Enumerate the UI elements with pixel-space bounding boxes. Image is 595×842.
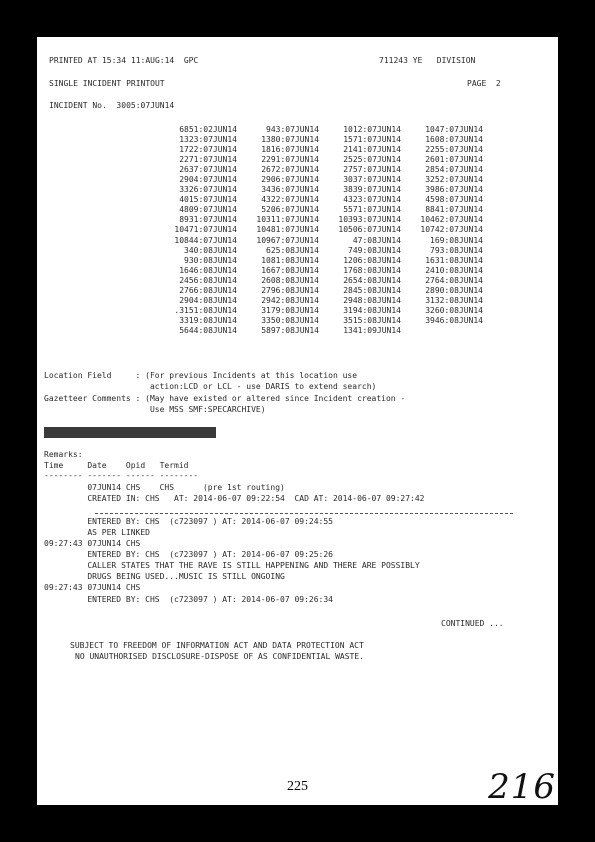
incident-ref: 930:08JUN14 — [184, 255, 237, 265]
incident-ref: 5571:07JUN14 — [343, 205, 401, 215]
table-row — [155, 125, 483, 135]
page-label: PAGE 2 — [467, 79, 501, 88]
table-row — [155, 135, 483, 145]
gazetteer-line-2: Use MSS SMF:SPECARCHIVE) — [44, 405, 266, 414]
incident-ref: 3515:08JUN14 — [343, 315, 401, 325]
remarks-underline: -------- ------- ------ -------- — [44, 471, 199, 480]
redaction-bar — [44, 427, 216, 438]
incident-ref: 2271:07JUN14 — [179, 155, 237, 165]
remark-line: CALLER STATES THAT THE RAVE IS STILL HAPPENING AND THERE ARE POSSIBLY — [44, 561, 420, 570]
incident-ref: 10742:07JUN14 — [420, 225, 483, 235]
incident-ref: 10462:07JUN14 — [420, 215, 483, 225]
document-page — [37, 37, 558, 805]
table-row — [155, 225, 483, 235]
printout-title: SINGLE INCIDENT PRINTOUT — [49, 79, 165, 88]
remark-line: ENTERED BY: CHS (c723097 ) AT: 2014-06-07 09:25:26 — [44, 550, 333, 559]
incident-ref: 3319:08JUN14 — [179, 315, 237, 325]
incident-ref: 1341:09JUN14 — [343, 325, 401, 335]
incident-ref: 8841:07JUN14 — [425, 205, 483, 215]
incident-ref: 8931:07JUN14 — [179, 215, 237, 225]
incident-ref: 1631:08JUN14 — [425, 255, 483, 265]
incident-ref: 2672:07JUN14 — [261, 165, 319, 175]
incident-ref: .3151:08JUN14 — [174, 305, 237, 315]
remark-line: 09:27:43 07JUN14 CHS — [44, 583, 141, 592]
incident-ref: 1012:07JUN14 — [343, 125, 401, 134]
incident-ref: 1047:07JUN14 — [425, 125, 483, 134]
incident-ref: 10844:07JUN14 — [174, 235, 237, 245]
incident-ref: 169:08JUN14 — [430, 235, 483, 245]
remark-line: 09:27:43 07JUN14 CHS — [44, 539, 141, 548]
incident-ref: 4015:07JUN14 — [179, 195, 237, 205]
incident-ref: 2948:08JUN14 — [343, 295, 401, 305]
incident-ref: 5897:08JUN14 — [261, 325, 319, 335]
table-row — [155, 165, 483, 175]
table-row — [155, 145, 483, 155]
table-row — [155, 266, 483, 276]
incident-ref: 1206:08JUN14 — [343, 255, 401, 265]
incident-ref: 3179:08JUN14 — [261, 305, 319, 315]
incident-ref: 10393:07JUN14 — [338, 215, 401, 225]
incident-ref: 3946:08JUN14 — [425, 315, 483, 325]
incident-ref: 625:08JUN14 — [266, 245, 319, 255]
incident-ref: 3326:07JUN14 — [179, 185, 237, 195]
incident-ref: 1323:07JUN14 — [179, 135, 237, 145]
remark-line: DRUGS BEING USED...MUSIC IS STILL ONGOING — [44, 572, 285, 581]
continued-label: CONTINUED ... — [441, 619, 504, 628]
incident-ref: 2757:07JUN14 — [343, 165, 401, 175]
incident-ref: 2601:07JUN14 — [425, 155, 483, 165]
incident-ref: 2845:08JUN14 — [343, 285, 401, 295]
table-row — [155, 286, 483, 296]
incident-ref: 1667:08JUN14 — [261, 265, 319, 275]
incident-ref: 2141:07JUN14 — [343, 145, 401, 155]
table-row — [155, 256, 483, 266]
printed-at: PRINTED AT 15:34 11:AUG:14 GPC — [49, 56, 199, 65]
incident-ref: 10311:07JUN14 — [256, 215, 319, 225]
table-row — [155, 175, 483, 185]
table-row — [155, 316, 483, 326]
incident-ref: 2637:07JUN14 — [179, 165, 237, 175]
incident-ref: 47:08JUN14 — [352, 235, 401, 245]
incident-ref: 2525:07JUN14 — [343, 155, 401, 165]
incident-ref: 4322:07JUN14 — [261, 195, 319, 205]
incident-ref: 2904:07JUN14 — [179, 175, 237, 185]
incident-ref: 3839:07JUN14 — [343, 185, 401, 195]
remark-line: CREATED IN: CHS AT: 2014-06-07 09:22:54 CAD AT: 2014-06-07 09:27:42 — [44, 494, 425, 503]
incident-ref: 1608:07JUN14 — [425, 135, 483, 145]
incident-ref: 10471:07JUN14 — [174, 225, 237, 235]
table-row — [155, 195, 483, 205]
incident-ref: 2942:08JUN14 — [261, 295, 319, 305]
table-row — [155, 215, 483, 225]
incident-ref: 1646:08JUN14 — [179, 265, 237, 275]
incident-ref: 1081:08JUN14 — [261, 255, 319, 265]
incident-ref: 2854:07JUN14 — [425, 165, 483, 175]
incident-ref: 2410:08JUN14 — [425, 265, 483, 275]
table-row — [155, 236, 483, 246]
division: 711243 YE DIVISION — [379, 56, 476, 65]
incident-ref: 4323:07JUN14 — [343, 195, 401, 205]
incident-ref: 2291:07JUN14 — [261, 155, 319, 165]
incident-ref: 3132:08JUN14 — [425, 295, 483, 305]
incident-ref: 340:08JUN14 — [184, 245, 237, 255]
incident-ref: 6851:02JUN14 — [179, 125, 237, 134]
remark-line: 07JUN14 CHS CHS (pre 1st routing) — [44, 483, 285, 492]
incident-ref: 3260:08JUN14 — [425, 305, 483, 315]
incident-ref: 2766:08JUN14 — [179, 285, 237, 295]
incident-ref: 10506:07JUN14 — [338, 225, 401, 235]
footer-notice-2: NO UNAUTHORISED DISCLOSURE-DISPOSE OF AS CONFIDENTIAL WASTE. — [75, 652, 364, 661]
incident-ref: 5206:07JUN14 — [261, 205, 319, 215]
table-row — [155, 296, 483, 306]
incident-ref: 4809:07JUN14 — [179, 205, 237, 215]
incident-ref: 3194:08JUN14 — [343, 305, 401, 315]
footer-notice-1: SUBJECT TO FREEDOM OF INFORMATION ACT AND DATA PROTECTION ACT — [70, 641, 364, 650]
incident-ref: 1768:08JUN14 — [343, 265, 401, 275]
remarks-label: Remarks: — [44, 450, 83, 459]
incident-ref: 2654:08JUN14 — [343, 275, 401, 285]
incident-ref: 10967:07JUN14 — [256, 235, 319, 245]
location-line-1: Location Field : (For previous Incidents at this location use — [44, 371, 358, 380]
incident-ref: 1380:07JUN14 — [261, 135, 319, 145]
incident-ref: 749:08JUN14 — [348, 245, 401, 255]
incident-ref: 3986:07JUN14 — [425, 185, 483, 195]
incident-ref: 3350:08JUN14 — [261, 315, 319, 325]
incident-ref: 793:08JUN14 — [430, 245, 483, 255]
incident-ref: 2904:08JUN14 — [179, 295, 237, 305]
incident-ref: 1722:07JUN14 — [179, 145, 237, 155]
incident-ref: 2796:08JUN14 — [261, 285, 319, 295]
table-row — [155, 306, 483, 316]
table-row — [155, 185, 483, 195]
incident-ref: 1571:07JUN14 — [343, 135, 401, 145]
incident-ref: 4598:07JUN14 — [425, 195, 483, 205]
incident-number: INCIDENT No. 3005:07JUN14 — [49, 101, 175, 110]
table-row — [155, 276, 483, 286]
incident-ref: 3037:07JUN14 — [343, 175, 401, 185]
remark-line: ENTERED BY: CHS (c723097 ) AT: 2014-06-07 09:24:55 — [44, 517, 333, 526]
incident-ref: 5644:08JUN14 — [179, 325, 237, 335]
incident-ref: 2906:07JUN14 — [261, 175, 319, 185]
incident-ref: 2456:08JUN14 — [179, 275, 237, 285]
separator-line — [95, 513, 513, 514]
location-line-2: action:LCD or LCL - use DARIS to extend search) — [44, 382, 377, 391]
remarks-columns: Time Date Opid Termid — [44, 461, 189, 470]
handwritten-page-number: 216 — [488, 767, 556, 805]
incident-ref: 2890:08JUN14 — [425, 285, 483, 295]
table-row — [155, 205, 483, 215]
table-row — [155, 155, 483, 165]
incident-ref: 3252:07JUN14 — [425, 175, 483, 185]
incident-ref: 3436:07JUN14 — [261, 185, 319, 195]
table-row — [155, 326, 483, 336]
incident-ref: 2764:08JUN14 — [425, 275, 483, 285]
table-row — [155, 246, 483, 256]
linked-incidents-table — [155, 125, 483, 336]
page-number: 225 — [287, 779, 308, 794]
remark-line: AS PER LINKED — [44, 528, 150, 537]
remark-line: ENTERED BY: CHS (c723097 ) AT: 2014-06-07 09:26:34 — [44, 595, 333, 604]
incident-ref: 1816:07JUN14 — [261, 145, 319, 155]
gazetteer-line-1: Gazetteer Comments : (May have existed or altered since Incident creation - — [44, 394, 406, 403]
incident-ref: 10481:07JUN14 — [256, 225, 319, 235]
incident-ref: 943:07JUN14 — [266, 125, 319, 134]
incident-ref: 2255:07JUN14 — [425, 145, 483, 155]
incident-ref: 2608:08JUN14 — [261, 275, 319, 285]
